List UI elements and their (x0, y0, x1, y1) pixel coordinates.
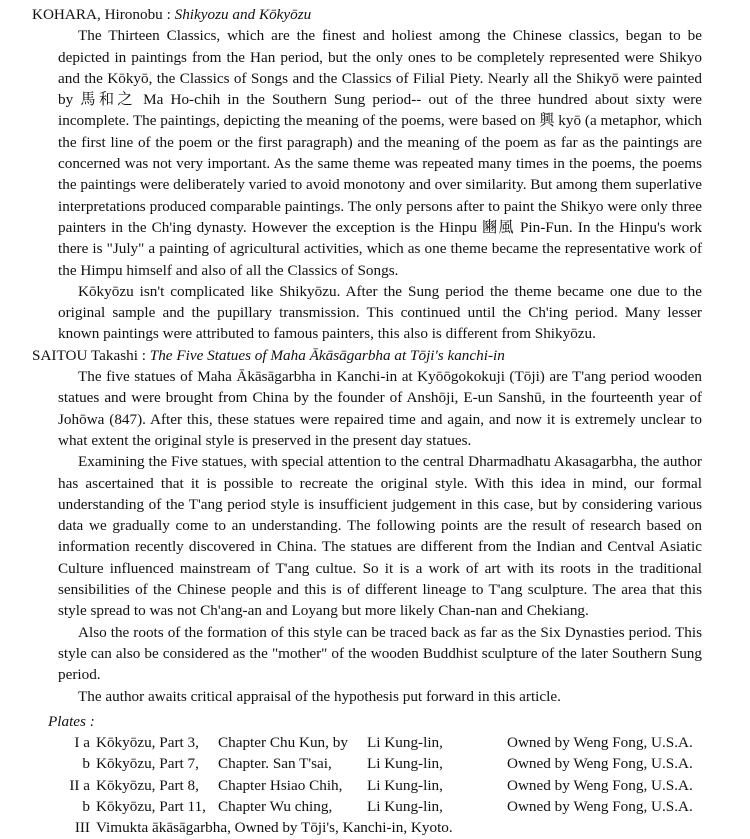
plate-painter: Li Kung-lin, (367, 734, 443, 752)
article1-heading (32, 4, 702, 25)
plate-number: I a (74, 734, 90, 752)
plate-number: III (74, 819, 90, 837)
article1-paragraph: The Thirteen Classics, which are the finest and holiest among the Chinese classics, began to be depicted in paintings from the Han period, but the only ones to be completely represented were Shikyo and the Kōkyō, the Classics of Songs and the Classics of Filial Piety. Nearly all the Shikyō were painted by 馬和之 Ma Ho-chih in the Southern Sung period-- out of the three hundred about sixty were incomplete. The paintings, depicting the meaning of the poems, were based on 興 kyō (a metaphor, which the first line of the poem or the first paragraph) and the meaning of the poem as far as the paintings are concerned was not very important. As the same theme was repeated many times in the poems, the poems the paintings were deliberately varied to avoid monotony and over similarity. But among them superlative interpretations produced comparable paintings. The only persons after to paint the Shikyo were only three painters in the Ch'ing dynasty. However the exception is the Hinpu 豳風 Pin-Fun. In the Hinpu's work there is "July" a painting of agricultural activities, which as one theme became the representative work of the Himpu himself and also of all the Classics of Songs. (58, 27, 702, 279)
plate-number: b (82, 755, 90, 773)
plate-chapter: Chapter. San T'sai, (218, 755, 332, 773)
article1-title: Shikyozu and Kōkyōzu (174, 6, 312, 23)
plate-owner: Owned by Weng Fong, U.S.A. (507, 755, 693, 773)
article2-paragraph: Examining the Five statues, with special attention to the central Dharmadhatu Akasagarbha, the author has ascertained that it is possible to recreate the original style. With this idea in mind, our formal understanding of the T'ang period style is insufficient judgement in this case, but by considering various data we gradually come to an understanding. The following points are the result of research based on information recently discovered in China. The statues are different from the Indian and Centval Asiatic Culture influenced mainstream of T'ang cultue. So it is a work of art with its roots in the traditional sensibilities of the Chinese people and this is of different lineage to T'ang sculpture. The area that this style spread to was not Ch'ang-an and Loyang but more likely Chan-nan and Chekiang. (58, 453, 702, 620)
plate-title: Kōkyōzu, Part 3, (96, 734, 199, 752)
article2-paragraph: The author awaits critical appraisal of the hypothesis put forward in this article. (78, 687, 561, 705)
article1-paragraph: Kōkyōzu isn't complicated like Shikyōzu. After the Sung period the theme became one due to the original sample and the pupillary transmission. This continued until the Ch'ing period. Many lesser known paintings were attributed to famous painters, this also is different from Shikyōzu. (58, 282, 702, 343)
plate-owner: Owned by Weng Fong, U.S.A. (507, 776, 693, 794)
plate-title: Kōkyōzu, Part 11, (96, 797, 206, 815)
plate-title: Kōkyōzu, Part 7, (96, 755, 199, 773)
plate-row (58, 732, 702, 753)
article2-paragraph: The five statues of Maha Ākāsāgarbha in Kanchi-in at Kyōōgokokuji (Tōji) are T'ang period wooden statues and were brought from China by the founder of Anshōji, E-un Sanshū, in the fourteenth year of Johōwa (847). After this, these statues were repaired time and again, and now it is extremely unclear to what extent the original style is preserved in the present day statues. (58, 368, 702, 449)
article1-author: KOHARA, Hironobu : (32, 6, 171, 23)
plate-owner: Owned by Weng Fong, U.S.A. (507, 797, 693, 815)
plate-number: II a (69, 776, 90, 794)
plate-painter: Li Kung-lin, (367, 776, 443, 794)
plate-row (58, 796, 702, 817)
plate-description: Vimukta ākāsāgarbha, Owned by Tōji's, Kanchi-in, Kyoto. (96, 819, 453, 837)
plate-row (58, 817, 702, 838)
plate-painter: Li Kung-lin, (367, 755, 443, 773)
plate-chapter: Chapter Hsiao Chih, (218, 776, 343, 794)
plate-row (58, 753, 702, 774)
plate-title: Kōkyōzu, Part 8, (96, 776, 199, 794)
article2-paragraph: Also the roots of the formation of this style can be traced back as far as the Six Dynasties period. This style can also be considered as the "mother" of the wooden Buddhist sculpture of the later Southern Sung period. (58, 623, 702, 684)
plate-chapter: Chapter Chu Kun, by (218, 734, 348, 752)
plate-row (58, 775, 702, 796)
plate-number: b (82, 797, 90, 815)
article2-heading (32, 345, 702, 366)
article2-author: SAITOU Takashi : (32, 346, 146, 364)
article2-title: The Five Statues of Maha Ākāsāgarbha at Tōji's kanchi-in (149, 346, 505, 364)
plate-chapter: Chapter Wu ching, (218, 797, 333, 815)
plate-painter: Li Kung-lin, (367, 797, 443, 815)
plate-owner: Owned by Weng Fong, U.S.A. (507, 734, 693, 752)
plates-list (58, 732, 702, 838)
plates-label: Plates : (48, 712, 95, 730)
